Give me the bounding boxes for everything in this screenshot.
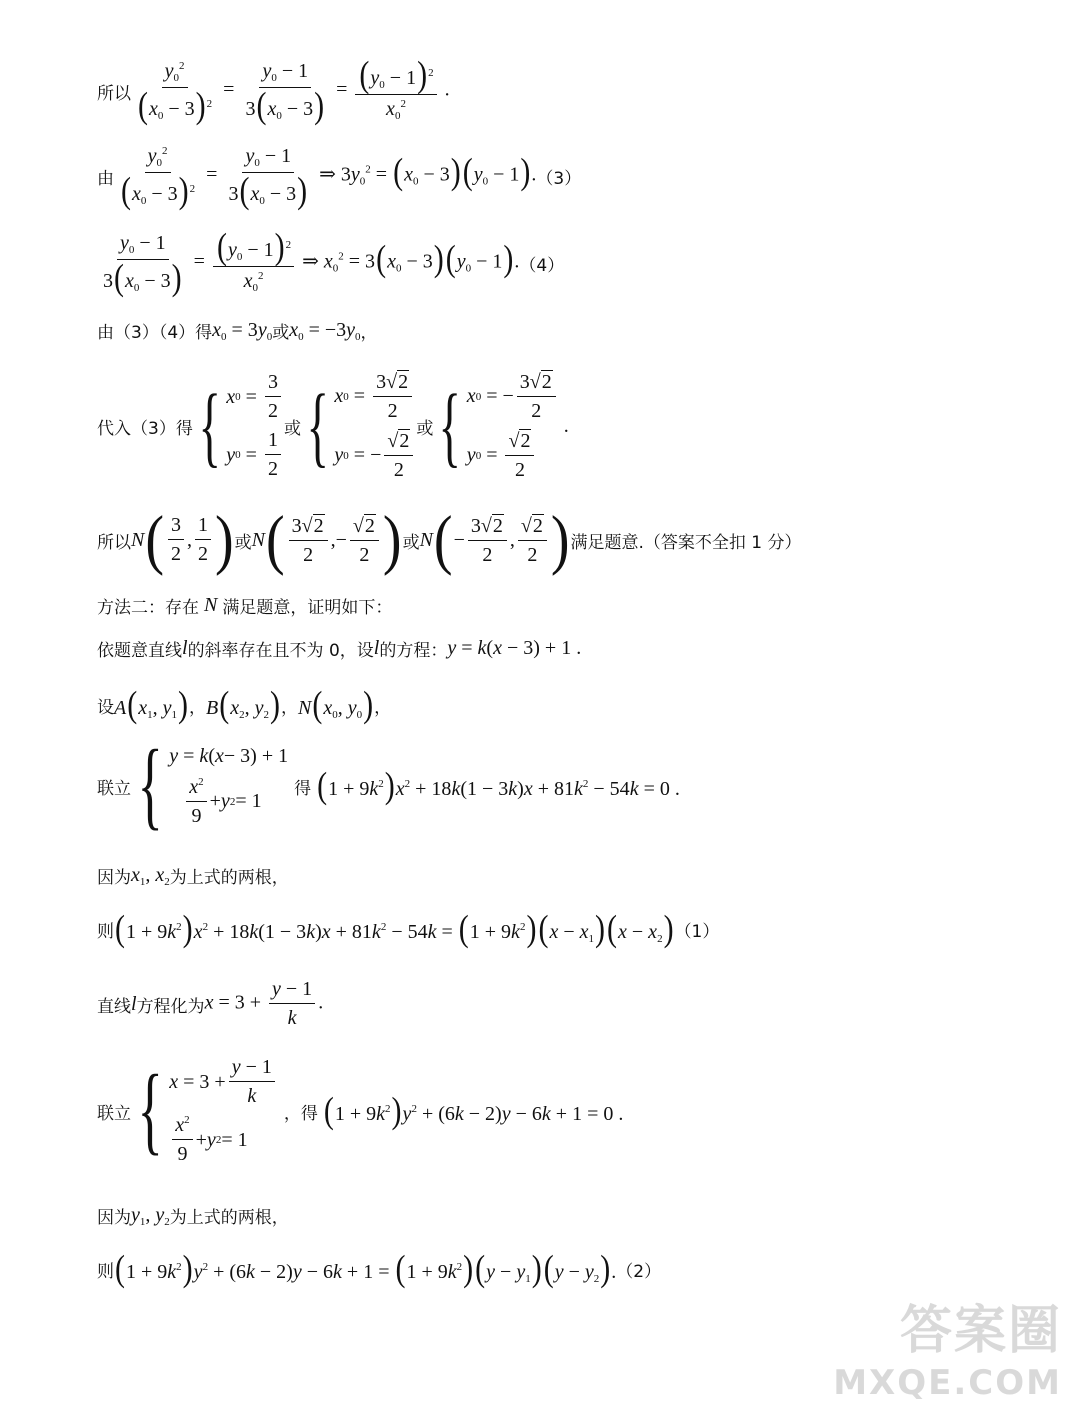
point-n-3: N ( − 3√ 2 2 , √ 2 2 ) bbox=[419, 502, 570, 578]
system-line-ellipse: { y = k ( x − 3) + 1 $\frac{x^2}{9}$ + y 2 = 1 bbox=[137, 731, 289, 840]
text-prefix: 所以 bbox=[97, 532, 131, 553]
line-14 bbox=[97, 1056, 623, 1166]
text-body: 依题意直线 bbox=[97, 641, 182, 661]
text-prefix: 代入（3）得 bbox=[97, 418, 193, 439]
line-10 bbox=[97, 731, 680, 840]
line-3 bbox=[97, 225, 565, 298]
text-body: 方程化为 bbox=[136, 996, 205, 1017]
line-11: 因为 $x_1$, $x_2$ 为上式的两根， bbox=[97, 863, 289, 888]
equation-tag: （1） bbox=[674, 922, 720, 942]
watermark bbox=[833, 1288, 1062, 1403]
quadratic-y: $(1 + 9k^2)y^2 + (6k - 2)y - 6k + 1 = 0$ . bbox=[323, 1089, 624, 1131]
solution-system-2: { x 0 = 3√ 2 2 y 0 = − √ 2 2 bbox=[301, 370, 416, 482]
solution-system-3: { x 0 = − 3√ 2 2 y 0 = √ 2 2 bbox=[433, 370, 558, 482]
text-get: 得 bbox=[294, 778, 312, 799]
text-prefix: 设 bbox=[97, 698, 114, 718]
line-1 bbox=[97, 53, 450, 126]
line-7: 方法二：存在 N 满足题意，证明如下： bbox=[97, 594, 393, 618]
text-body: 为上式的两根， bbox=[169, 1208, 289, 1228]
text-or: 或 bbox=[402, 532, 420, 553]
text-prefix: 由（3）（4）得 bbox=[97, 323, 213, 343]
text-body: 的斜率存在且不为 0，设 bbox=[187, 641, 374, 661]
text-prefix: 则 bbox=[97, 922, 114, 942]
factored-y: $(1 + 9k^2)y^2 + (6k - 2)y - 6k + 1 = (1 + 9k^2)(y - y_1)(y - y_2)$. bbox=[115, 1247, 617, 1289]
line-5: 代入（3）得 { x 0 = $\frac{3}{2}$ y 0 = $\frac{1}{2}$ 或 { x 0 = 3√ 2 2 y 0 = − √ 2 2 或 { x 0 = − 3√ 2 2 y 0 = √ 2 2 . bbox=[97, 371, 569, 481]
text-get: ，得 bbox=[283, 1103, 318, 1124]
text-prefix: 则 bbox=[97, 1262, 114, 1282]
text-prefix: 联立 bbox=[97, 778, 131, 799]
text-body: 满足题意，证明如下： bbox=[222, 598, 393, 618]
line-6 bbox=[97, 502, 802, 578]
equation-tag: （3） bbox=[536, 168, 582, 189]
line-13: 直线 l 方程化为 x = 3 + $\frac{y - 1}{k}$ . bbox=[97, 978, 324, 1029]
solution-system-1: { x 0 = $\frac{3}{2}$ y 0 = $\frac{1}{2}$ bbox=[193, 371, 284, 481]
text-or: 或 bbox=[234, 532, 252, 553]
point-n-1: N ( $\frac{3}{2}$ , $\frac{1}{2}$ ) bbox=[131, 502, 234, 578]
line-2 bbox=[97, 145, 582, 211]
factored-x: $(1 + 9k^2)x^2 + 18k(1 - 3k)x + 81k^2 - 54k = (1 + 9k^2)(x - x_1)(x - x_2)$ bbox=[115, 907, 674, 949]
watermark-url: MXQE.COM bbox=[833, 1363, 1062, 1403]
method-two-heading: 方法二：存在 bbox=[97, 598, 199, 618]
point-n-2: N ( 3√ 2 2 ,− √ 2 2 ) bbox=[251, 502, 402, 578]
line-12 bbox=[97, 907, 720, 949]
system-line-ellipse-y: { x = 3 + $\frac{y - 1}{k}$ $\frac{x^2}{9}$ + y 2 = 1 bbox=[131, 1056, 278, 1166]
line-16 bbox=[97, 1247, 662, 1289]
equation-tag: （2） bbox=[616, 1262, 662, 1282]
line-15: 因为 $y_1$, $y_2$ 为上式的两根， bbox=[97, 1203, 289, 1228]
equation-4: $\frac{y_0 - 1}{3(x_0 - 3)}$ = $\frac{(y_0 - 1)^2}{x_0^2}$ ⇒ $x_0^2 = 3(x_0 - 3)(y_0 - 1)$. bbox=[103, 225, 520, 298]
text-or: 或 bbox=[283, 418, 301, 439]
text-body: 因为 bbox=[97, 1208, 131, 1228]
line-8: 依题意直线 l 的斜率存在且不为 0，设 l 的方程： y = k(x − 3) + 1 . bbox=[97, 637, 582, 661]
text-prefix: 联立 bbox=[97, 1103, 131, 1124]
text-body: 因为 bbox=[97, 868, 131, 888]
text-suffix: 满足题意.（答案不全扣 1 分） bbox=[570, 532, 802, 553]
text-body: 的方程： bbox=[379, 641, 448, 661]
text-body: 为上式的两根， bbox=[169, 868, 289, 888]
text-prefix: 由 bbox=[97, 168, 114, 189]
text-or: 或 bbox=[416, 418, 434, 439]
text-body: 直线 bbox=[97, 996, 131, 1017]
line-9: 设 $A(x_1$, $y_1$) ， $B(x_2$, $y_2$) ， $N(x_0$, $y_0$) ， bbox=[97, 683, 392, 725]
equation-1: $\frac{y_0^2}{(x_0 - 3)^2}$ = $\frac{y_0 - 1}{3(x_0 - 3)}$ = $\frac{(y_0 - 1)^2}{x_0^2}$ . bbox=[138, 53, 450, 126]
equation-tag: （4） bbox=[519, 255, 565, 276]
text-or: 或 bbox=[272, 323, 290, 343]
watermark-logo-text: 答案圈 bbox=[899, 1301, 1062, 1361]
line-4: 由（3）（4）得 $x_0 = 3y_0$ 或 $x_0 = -3y_0$ ， bbox=[97, 318, 378, 343]
quadratic-x: $(1 + 9k^2)x^2 + 18k(1 - 3k)x + 81k^2 - 54k = 0$ . bbox=[317, 764, 680, 806]
equation-3: $\frac{y_0^2}{(x_0 - 3)^2}$ = $\frac{y_0 - 1}{3(x_0 - 3)}$ ⇒ $3y_0^2 = (x_0 - 3)(y_0 - 1)$. bbox=[121, 145, 537, 211]
text-prefix: 所以 bbox=[97, 83, 131, 104]
